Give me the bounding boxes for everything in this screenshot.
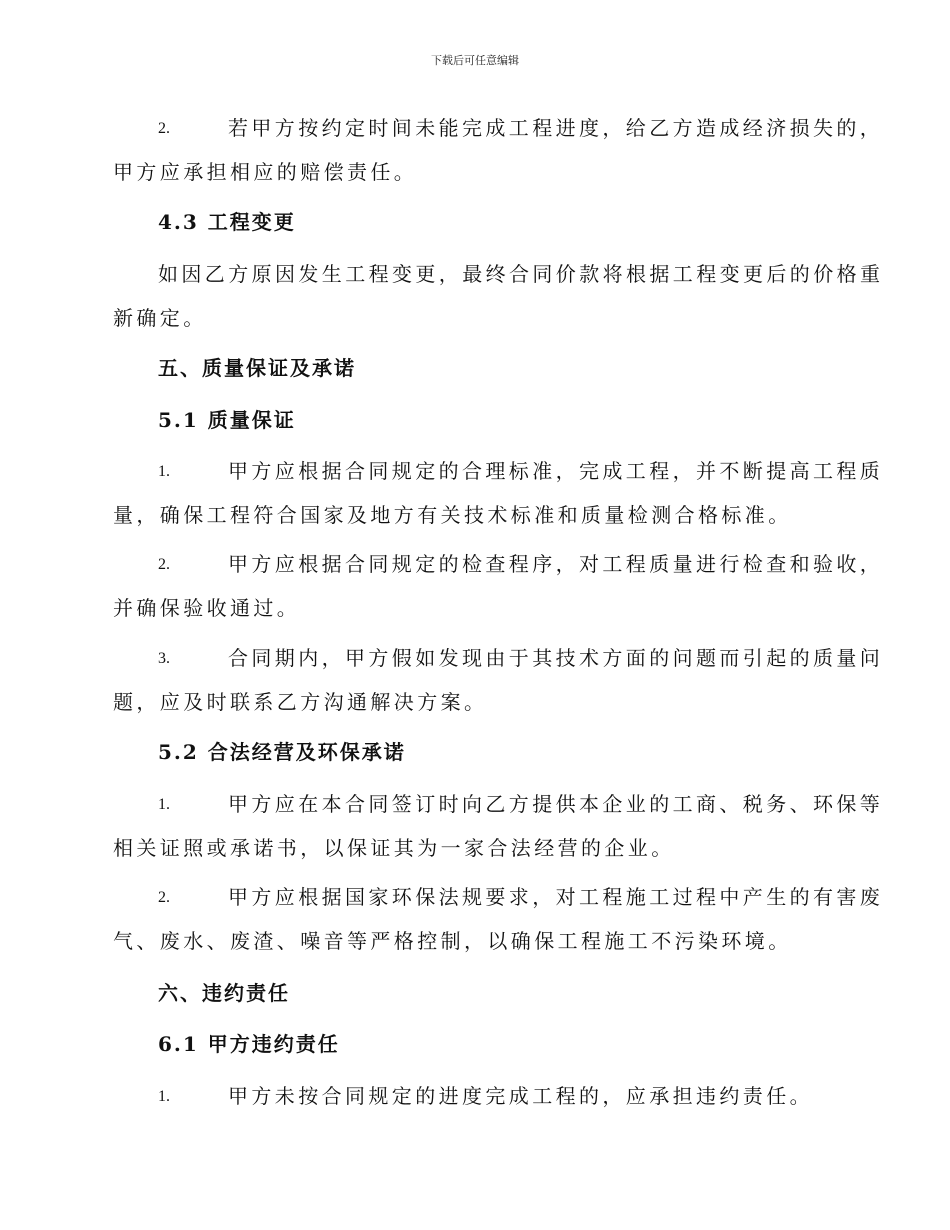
page-header: 下载后可任意编辑 [431, 54, 519, 67]
list-number: 1. [158, 796, 170, 813]
paragraph-line: 题，应及时联系乙方沟通解决方案。 [113, 690, 488, 714]
paragraph-line: 甲方应根据合同规定的检查程序，对工程质量进行检查和验收， [228, 552, 884, 576]
paragraph-line: 相关证照或承诺书，以保证其为一家合法经营的企业。 [113, 836, 675, 860]
section-heading: 5.1 质量保证 [158, 408, 296, 432]
paragraph-line: 新确定。 [113, 306, 207, 330]
paragraph-line: 甲方应承担相应的赔偿责任。 [113, 160, 418, 184]
chapter-heading: 五、质量保证及承诺 [158, 356, 356, 380]
list-number: 2. [158, 889, 170, 906]
paragraph-line: 并确保验收通过。 [113, 596, 301, 620]
paragraph-line: 甲方应根据国家环保法规要求，对工程施工过程中产生的有害废 [228, 885, 884, 909]
paragraph-line: 气、废水、废渣、噪音等严格控制，以确保工程施工不污染环境。 [113, 929, 792, 953]
list-number: 2. [158, 120, 170, 137]
paragraph-line: 如因乙方原因发生工程变更，最终合同价款将根据工程变更后的价格重 [158, 262, 884, 286]
list-number: 3. [158, 650, 170, 667]
paragraph-line: 量，确保工程符合国家及地方有关技术标准和质量检测合格标准。 [113, 503, 792, 527]
list-number: 1. [158, 1088, 170, 1105]
paragraph-line: 若甲方按约定时间未能完成工程进度，给乙方造成经济损失的， [228, 116, 884, 140]
section-heading: 6.1 甲方违约责任 [158, 1032, 340, 1056]
paragraph-line: 合同期内，甲方假如发现由于其技术方面的问题而引起的质量问 [228, 646, 884, 670]
section-heading: 5.2 合法经营及环保承诺 [158, 740, 406, 764]
paragraph-line: 甲方未按合同规定的进度完成工程的，应承担违约责任。 [228, 1084, 813, 1108]
paragraph-line: 甲方应根据合同规定的合理标准，完成工程，并不断提高工程质 [228, 459, 884, 483]
list-number: 1. [158, 463, 170, 480]
list-number: 2. [158, 556, 170, 573]
section-heading: 4.3 工程变更 [158, 210, 296, 234]
paragraph-line: 甲方应在本合同签订时向乙方提供本企业的工商、税务、环保等 [228, 792, 884, 816]
chapter-heading: 六、违约责任 [158, 981, 290, 1005]
